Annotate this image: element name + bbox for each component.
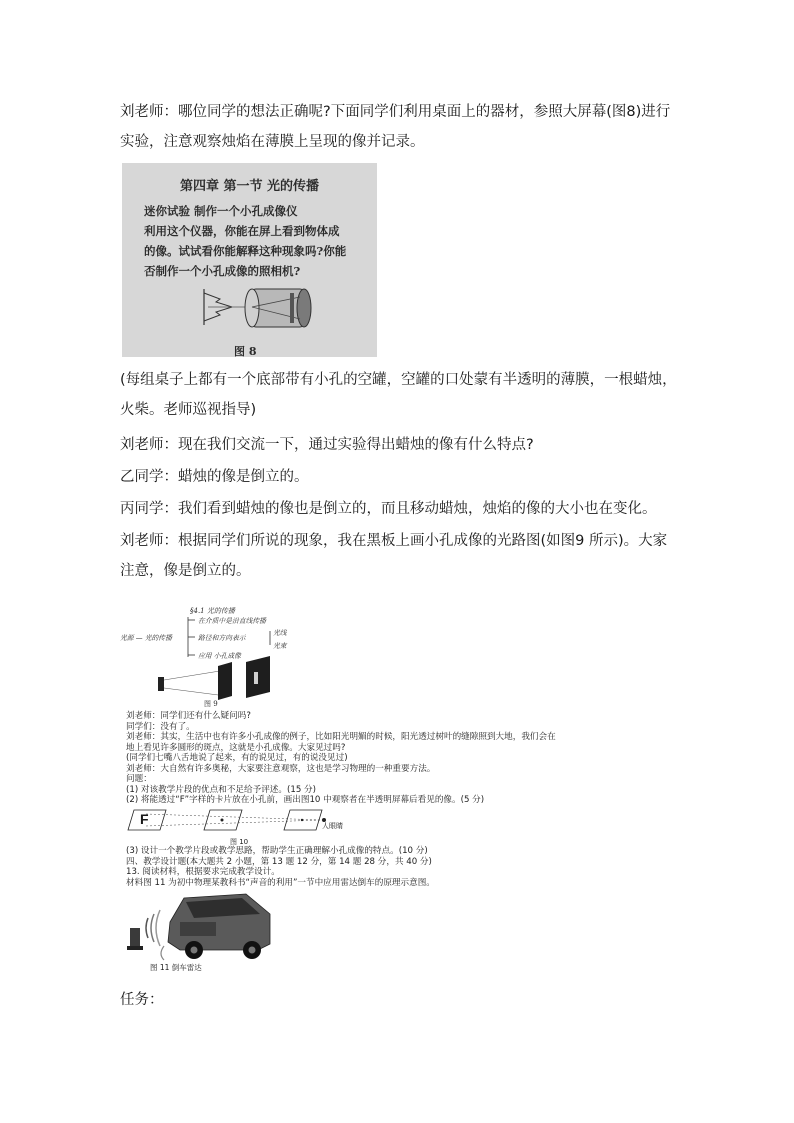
- fig9-branch-1: 在介质中是沿直线传播: [198, 617, 266, 625]
- paragraph-student-yi: 乙同学：蜡烛的像是倒立的。: [120, 469, 309, 485]
- fig9-board-title: §4.1 光的传播: [190, 607, 235, 615]
- fig10-eye-label: 人眼睛: [322, 822, 343, 830]
- paragraph-teacher-question: 刘老师：哪位同学的想法正确呢?下面同学们利用桌面上的器材，参照大屏幕(图8)进行实验，注意观察烛焰在薄膜上呈现的像并记录。: [120, 104, 671, 150]
- task-label: 任务：: [120, 992, 164, 1008]
- fig9-caption: 图 9: [204, 700, 218, 708]
- fig9-branch-2a: 光线: [273, 629, 287, 637]
- figure-11: [124, 888, 274, 974]
- fig11-caption: 图 11 倒车雷达: [150, 963, 202, 972]
- scan-line: 同学们：没有了。: [126, 721, 195, 732]
- figure-8: [122, 163, 377, 357]
- fig9-branch-2: 路径和方向表示: [198, 634, 246, 642]
- scan-line: 材料图 11 为初中物理某教科书“声音的利用”一节中应用雷达倒车的原理示意图。: [126, 877, 435, 888]
- scan-line: 问题：: [126, 774, 152, 784]
- paragraph-teacher-diagram: 刘老师：根据同学们所说的现象，我在黑板上画小孔成像的光路图(如图9 所示)。大家注意，像是倒立的。: [120, 533, 668, 579]
- scan-line: (1) 对该教学片段的优点和不足给予评述。(15 分): [126, 784, 316, 795]
- paragraph-student-bing: 丙同学：我们看到蜡烛的像也是倒立的，而且移动蜡烛，烛焰的像的大小也在变化。: [120, 501, 657, 517]
- fig8-heading: 第四章 第一节 光的传播: [179, 179, 320, 194]
- fig9-branch-2b: 光束: [273, 642, 287, 650]
- fig8-subtitle: 迷你试验 制作一个小孔成像仪: [144, 204, 298, 218]
- fig8-caption: 图 8: [234, 345, 257, 357]
- paragraph-equipment-note: (每组桌子上都有一个底部带有小孔的空罐，空罐的口处蒙有半透明的薄膜，一根蜡烛，火柴。老师巡视指导): [120, 372, 677, 418]
- fig9-left-label: 光源 — 光的传播: [120, 634, 172, 642]
- scan-line: 四、教学设计题(本大题共 2 小题，第 13 题 12 分，第 14 题 28 分，共 40 分): [126, 856, 432, 867]
- figure-10: [124, 806, 360, 846]
- fig9-branch-3: 应用 小孔成像: [198, 652, 241, 660]
- scan-line: (2) 将能透过“F”字样的卡片放在小孔前，画出图10 中观察者在半透明屏幕后看见的像。(5 分): [126, 795, 485, 805]
- fig8-body-line: 否制作一个小孔成像的照相机?: [144, 264, 301, 278]
- scan-line: 刘老师：其实，生活中也有许多小孔成像的例子，比如阳光明媚的时候，阳光透过树叶的缝隙照到大地，我们会在: [126, 732, 556, 742]
- paragraph-teacher-discussion: 刘老师：现在我们交流一下，通过实验得出蜡烛的像有什么特点?: [120, 437, 534, 453]
- scan-line: 刘老师：同学们还有什么疑问吗?: [126, 711, 251, 721]
- fig8-body-line: 利用这个仪器，你能在屏上看到物体成: [144, 224, 340, 238]
- scan-line: (同学们七嘴八舌地说了起来，有的说见过，有的说没见过): [126, 753, 348, 763]
- fig10-caption: 图 10: [230, 838, 249, 846]
- scan-line: 刘老师：大自然有许多奥秘，大家要注意观察，这也是学习物理的一种重要方法。: [126, 763, 436, 774]
- fig10-letter-f: F: [140, 811, 149, 827]
- fig8-body-line: 的像。试试看你能解释这种现象吗?你能: [144, 244, 347, 258]
- figure-9: [120, 600, 308, 710]
- scan-line: 地上看见许多圆形的斑点，这就是小孔成像。大家见过吗?: [126, 742, 346, 753]
- scan-line: 13. 阅读材料，根据要求完成教学设计。: [126, 867, 280, 877]
- pinhole-camera-illustration: [122, 283, 377, 343]
- scan-line: (3) 设计一个教学片段或教学思路，帮助学生正确理解小孔成像的特点。(10 分): [126, 846, 428, 856]
